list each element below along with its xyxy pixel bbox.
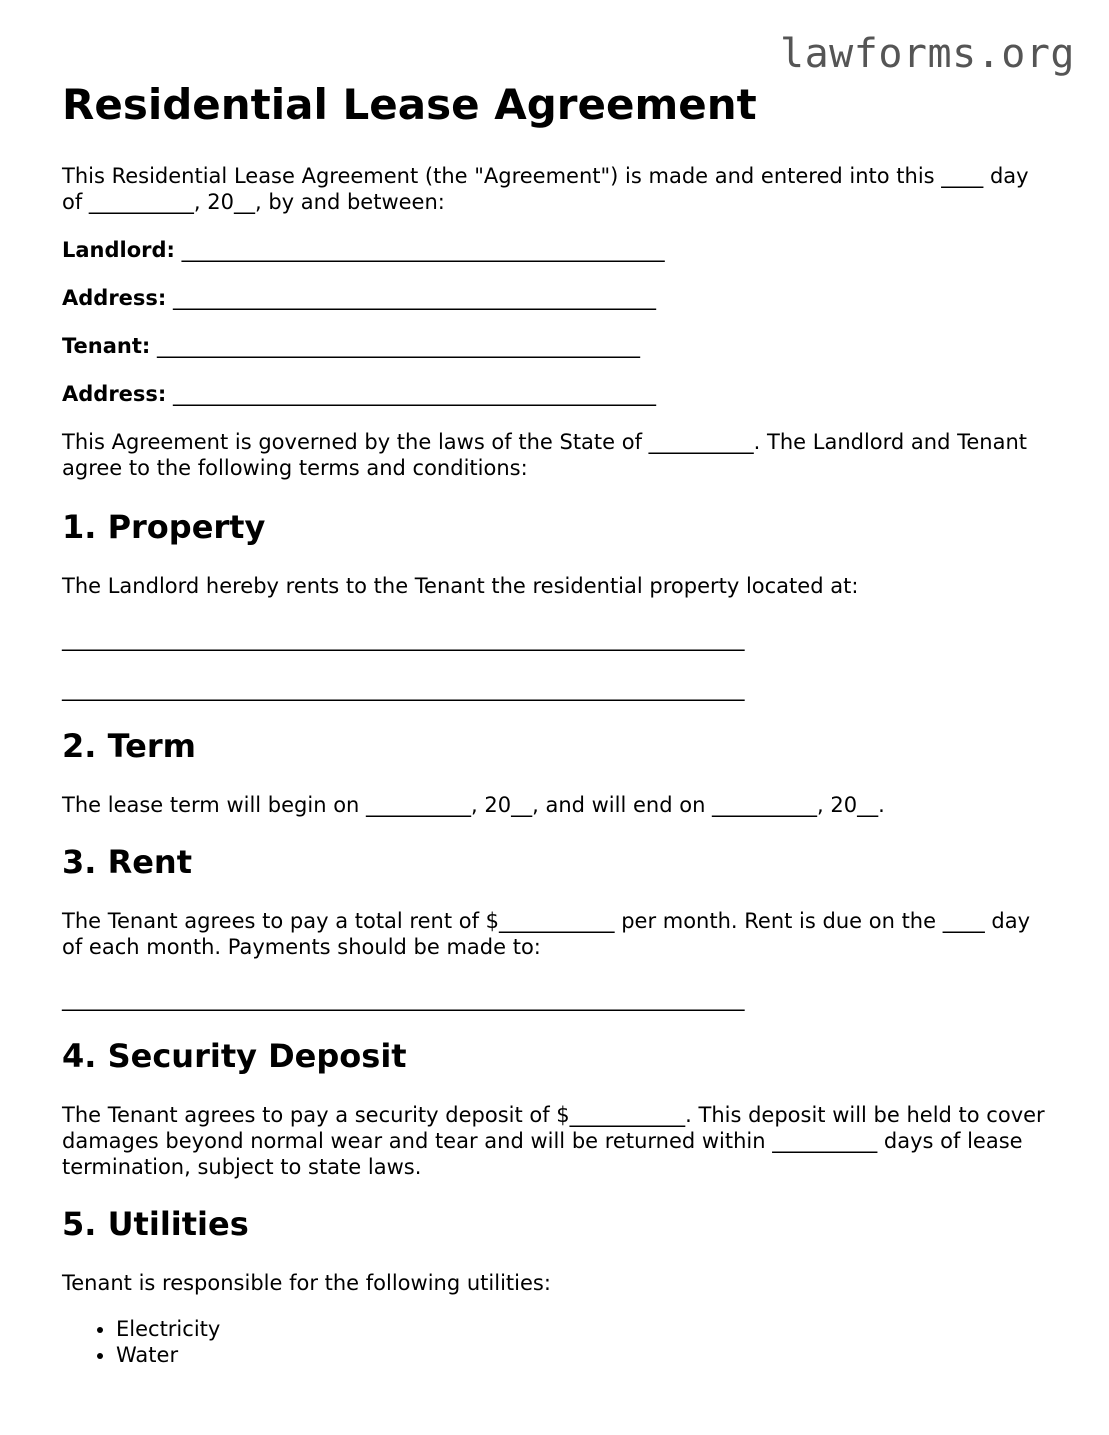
section-utilities-text: Tenant is responsible for the following utilities: [62,1271,551,1295]
section-utilities-heading: 5. Utilities [62,1205,249,1243]
intro-paragraph: This Residential Lease Agreement (the "Agreement") is made and entered into this ____ day of __________, 20__, by and between: [62,164,1029,214]
landlord-label: Landlord: [62,238,175,262]
property-address-line-2[interactable]: _________________________________________________________________ [62,677,745,701]
landlord-address-label: Address: [62,286,167,310]
utilities-list [62,1316,1052,1368]
tenant-address-label: Address: [62,382,167,406]
section-rent-heading: 3. Rent [62,843,192,881]
landlord-blank[interactable]: ______________________________________________ [181,238,665,262]
section-term-heading: 2. Term [62,727,196,765]
section-deposit-text: The Tenant agrees to pay a security deposit of $___________. This deposit will be held to cover damages beyond normal wear and tear and will be returned within __________ days of lease termination, subject to state laws. [62,1103,1045,1179]
landlord-address-line [62,285,1052,311]
tenant-label: Tenant: [62,334,151,358]
tenant-line [62,333,1052,359]
list-item: • Electricity [116,1316,1052,1342]
section-deposit-heading: 4. Security Deposit [62,1037,407,1075]
governing-law-paragraph: This Agreement is governed by the laws of the State of __________. The Landlord and Tenant agree to the following terms and conditions: [62,430,1027,480]
tenant-blank[interactable]: ______________________________________________ [156,334,640,358]
document-page [62,80,1052,1368]
landlord-address-blank[interactable]: ______________________________________________ [173,286,657,310]
brand-watermark: lawforms.org [780,31,1075,77]
list-item: • Water [116,1342,1052,1368]
section-property-text: The Landlord hereby rents to the Tenant the residential property located at: [62,574,859,598]
tenant-address-blank[interactable]: ______________________________________________ [173,382,657,406]
landlord-line [62,237,1052,263]
document-title: Residential Lease Agreement [62,80,757,129]
tenant-address-line [62,381,1052,407]
section-rent-text: The Tenant agrees to pay a total rent of $___________ per month. Rent is due on the ____ day of each month. Payments should be made to: [62,909,1031,959]
section-property-heading: 1. Property [62,508,266,546]
property-address-line-1[interactable]: _________________________________________________________________ [62,627,745,651]
rent-payee-line[interactable]: _________________________________________________________________ [62,987,745,1011]
section-term-text: The lease term will begin on __________, 20__, and will end on __________, 20__. [62,793,885,817]
